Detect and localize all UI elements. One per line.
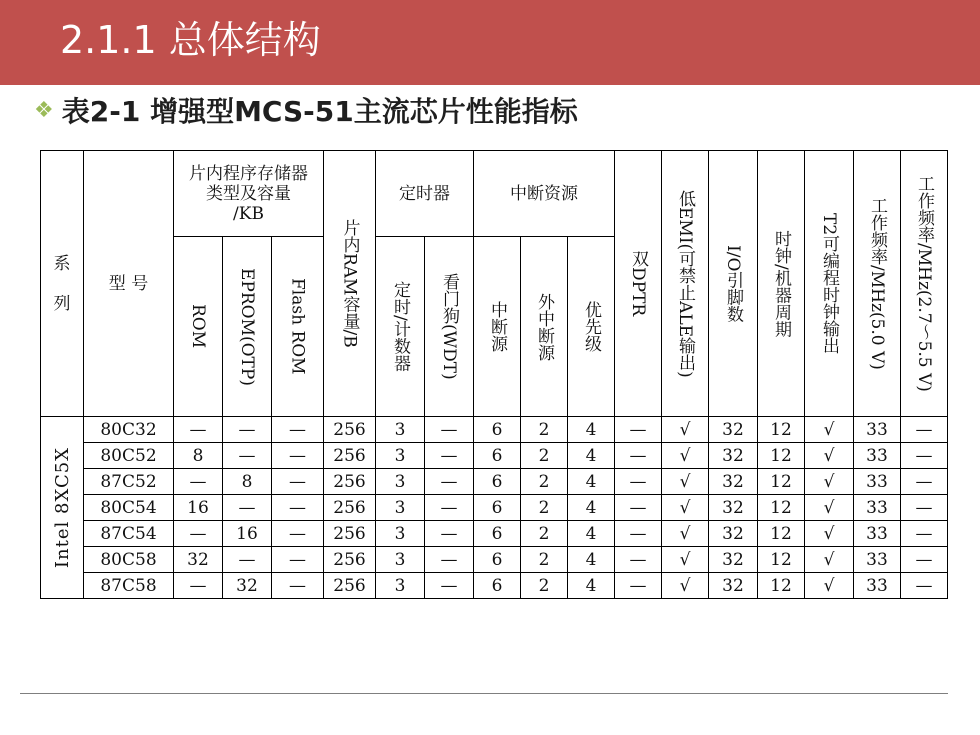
table-cell: 33 [854, 417, 901, 443]
ram-header-label: 片内RAM容量/B [339, 219, 360, 348]
interrupt-group-header: 中断资源 [474, 151, 615, 237]
rom-header-label: ROM [188, 304, 208, 349]
slide-title: 2.1.1 总体结构 [60, 18, 321, 62]
table-cell: 2 [521, 521, 568, 547]
table-row [41, 547, 948, 573]
model-cell: 87C52 [84, 469, 174, 495]
table-cell: √ [805, 547, 854, 573]
watchdog-header-label: 看门狗(WDT) [439, 273, 459, 380]
table-cell: — [901, 573, 948, 599]
table-cell: 32 [709, 521, 758, 547]
table-cell: 256 [324, 547, 376, 573]
model-cell: 87C58 [84, 573, 174, 599]
model-header: 型 号 [84, 151, 174, 417]
table-cell: 256 [324, 469, 376, 495]
timer-group-header: 定时器 [376, 151, 474, 237]
table-cell: — [901, 521, 948, 547]
freq27-header [901, 151, 948, 417]
table-cell: — [425, 443, 474, 469]
table-cell: — [223, 443, 272, 469]
table-caption [34, 90, 578, 130]
external-interrupt-header-label: 外中断源 [534, 292, 554, 361]
table-row [41, 443, 948, 469]
table-cell: — [901, 547, 948, 573]
table-cell: — [174, 573, 223, 599]
series-cell [41, 417, 84, 599]
flash-header [272, 237, 324, 417]
table-cell: — [901, 469, 948, 495]
table-cell: 3 [376, 469, 425, 495]
table-cell: 16 [223, 521, 272, 547]
table-cell: 12 [758, 495, 805, 521]
table-cell: — [615, 417, 662, 443]
table-cell: — [174, 417, 223, 443]
table-cell: 33 [854, 469, 901, 495]
table-cell: — [425, 469, 474, 495]
freq5-header-label: 工作频率/MHz(5.0 V) [867, 197, 887, 370]
table-cell: — [615, 443, 662, 469]
footer-divider [20, 693, 948, 694]
table-cell: 32 [709, 417, 758, 443]
io-header [709, 151, 758, 417]
table-cell: 16 [174, 495, 223, 521]
table-cell: √ [662, 443, 709, 469]
table-cell: 32 [709, 469, 758, 495]
table-cell: — [272, 495, 324, 521]
table-cell: — [272, 417, 324, 443]
interrupt-sources-header [474, 237, 521, 417]
table-cell: 32 [709, 547, 758, 573]
table-cell: — [425, 547, 474, 573]
table-cell: — [615, 573, 662, 599]
table-cell: — [223, 547, 272, 573]
table-cell: 256 [324, 495, 376, 521]
table-cell: — [425, 417, 474, 443]
table-cell: 4 [568, 521, 615, 547]
dptr-header [615, 151, 662, 417]
table-cell: 32 [709, 443, 758, 469]
series-header: 系 列 [41, 151, 84, 417]
table-cell: 32 [709, 573, 758, 599]
table-cell: 33 [854, 443, 901, 469]
table-cell: 2 [521, 495, 568, 521]
table-cell: — [174, 521, 223, 547]
table-cell: 4 [568, 417, 615, 443]
table-cell: 2 [521, 469, 568, 495]
table-cell: 256 [324, 443, 376, 469]
table-row [41, 573, 948, 599]
io-header-label: I/O引脚数 [723, 244, 743, 323]
table-cell: 3 [376, 495, 425, 521]
table-cell: 6 [474, 469, 521, 495]
table-cell: √ [662, 547, 709, 573]
dptr-header-label: 双DPTR [628, 250, 648, 317]
model-cell: 80C58 [84, 547, 174, 573]
model-cell: 80C54 [84, 495, 174, 521]
freq5-header [854, 151, 901, 417]
table-cell: 6 [474, 495, 521, 521]
table-cell: — [901, 443, 948, 469]
table-cell: 2 [521, 417, 568, 443]
table-cell: 8 [223, 469, 272, 495]
clock-header [758, 151, 805, 417]
table-cell: — [272, 521, 324, 547]
table-cell: 2 [521, 573, 568, 599]
priority-header-label: 优先级 [581, 301, 601, 352]
external-interrupt-header [521, 237, 568, 417]
table-cell: √ [805, 443, 854, 469]
t2-header-label: T2可编程时钟输出 [819, 212, 839, 355]
table-cell: 3 [376, 521, 425, 547]
table-cell: 2 [521, 547, 568, 573]
table-cell: 256 [324, 417, 376, 443]
program-memory-header: 片内程序存储器 类型及容量 /KB [174, 151, 324, 237]
table-body [41, 417, 948, 599]
model-cell: 87C54 [84, 521, 174, 547]
table-cell: 12 [758, 443, 805, 469]
table-row [41, 417, 948, 443]
table-cell: 32 [174, 547, 223, 573]
table-cell: 4 [568, 547, 615, 573]
table-row [41, 469, 948, 495]
emi-header [662, 151, 709, 417]
table-cell: — [615, 495, 662, 521]
table-cell: √ [662, 417, 709, 443]
table-cell: 33 [854, 521, 901, 547]
t2-header [805, 151, 854, 417]
timer-counter-header-label: 定时/计数器 [390, 281, 410, 372]
table-cell: 12 [758, 547, 805, 573]
table-cell: — [425, 573, 474, 599]
table-cell: — [272, 573, 324, 599]
table-cell: — [901, 417, 948, 443]
title-bar [0, 0, 980, 85]
table-cell: 3 [376, 573, 425, 599]
rom-header [174, 237, 223, 417]
clock-header-label: 时钟/机器周期 [771, 229, 791, 338]
watchdog-header [425, 237, 474, 417]
table-cell: √ [805, 521, 854, 547]
table-cell: — [615, 469, 662, 495]
ram-header [324, 151, 376, 417]
eprom-header-label: EPROM(OTP) [237, 267, 257, 386]
timer-counter-header [376, 237, 425, 417]
model-cell: 80C32 [84, 417, 174, 443]
table-cell: — [272, 547, 324, 573]
table-cell: 256 [324, 573, 376, 599]
table-cell: √ [662, 495, 709, 521]
table-cell: — [425, 495, 474, 521]
table-cell: 4 [568, 495, 615, 521]
table-cell: — [174, 469, 223, 495]
table-cell: √ [805, 573, 854, 599]
flash-header-label: Flash ROM [287, 278, 308, 375]
table-cell: √ [805, 417, 854, 443]
series-label: Intel 8XC5X [51, 446, 73, 569]
table-cell: 32 [709, 495, 758, 521]
table-cell: — [223, 417, 272, 443]
table-cell: 3 [376, 443, 425, 469]
table-cell: 12 [758, 573, 805, 599]
freq27-header-label: 工作频率/MHz(2.7～5.5 V) [914, 175, 934, 392]
table-cell: 6 [474, 521, 521, 547]
table-cell: 33 [854, 573, 901, 599]
table-row [41, 495, 948, 521]
table-cell: 12 [758, 469, 805, 495]
table-cell: 6 [474, 573, 521, 599]
table-cell: 33 [854, 547, 901, 573]
interrupt-sources-header-label: 中断源 [487, 301, 507, 352]
priority-header [568, 237, 615, 417]
table-cell: 12 [758, 521, 805, 547]
table-caption-text: 表2-1 增强型MCS-51主流芯片性能指标 [61, 95, 578, 128]
eprom-header [223, 237, 272, 417]
table-cell: 2 [521, 443, 568, 469]
table-cell: 8 [174, 443, 223, 469]
model-cell: 80C52 [84, 443, 174, 469]
table-row [41, 521, 948, 547]
table-cell: 12 [758, 417, 805, 443]
table-cell: 3 [376, 417, 425, 443]
table-cell: — [223, 495, 272, 521]
table-cell: 4 [568, 469, 615, 495]
diamond-bullet-icon: ❖ [34, 97, 54, 123]
table-cell: 3 [376, 547, 425, 573]
table-cell: — [425, 521, 474, 547]
chip-spec-table [40, 150, 948, 599]
table-cell: 4 [568, 573, 615, 599]
table-cell: √ [662, 573, 709, 599]
table-cell: — [901, 495, 948, 521]
table-cell: 6 [474, 443, 521, 469]
table-cell: — [615, 521, 662, 547]
table-cell: — [615, 547, 662, 573]
table-cell: — [272, 469, 324, 495]
table-cell: √ [662, 469, 709, 495]
table-cell: √ [805, 469, 854, 495]
table-cell: — [272, 443, 324, 469]
table-cell: 32 [223, 573, 272, 599]
table-cell: 33 [854, 495, 901, 521]
table-cell: 4 [568, 443, 615, 469]
table-cell: 6 [474, 417, 521, 443]
table-cell: 256 [324, 521, 376, 547]
table-cell: √ [805, 495, 854, 521]
table-cell: √ [662, 521, 709, 547]
table-cell: 6 [474, 547, 521, 573]
emi-header-label: 低EMI(可禁止ALE输出) [675, 189, 695, 378]
